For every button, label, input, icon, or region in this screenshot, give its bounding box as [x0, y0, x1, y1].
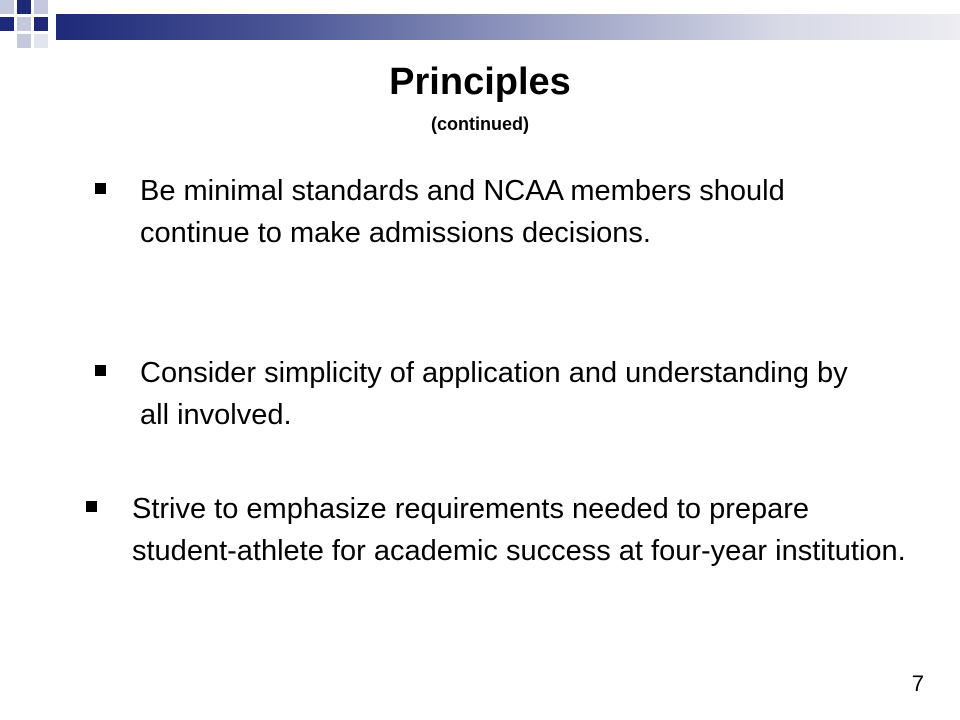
page-number: 7	[911, 671, 924, 696]
decor-square	[34, 17, 48, 31]
square-bullet-icon	[95, 365, 106, 376]
square-bullet-icon	[95, 183, 106, 194]
bullet-item	[86, 488, 916, 572]
decor-square	[0, 0, 14, 14]
bullet-text: Strive to emphasize requirements needed to prepare student-athlete for academic success at four-year institution.	[132, 493, 906, 567]
slide-title: Principles	[389, 61, 571, 103]
checkered-squares-icon	[0, 0, 50, 50]
decor-square	[17, 17, 31, 31]
bullet-text: Be minimal standards and NCAA members should continue to make admissions decisions.	[140, 175, 785, 249]
bullet-item	[95, 170, 875, 254]
square-bullet-icon	[86, 501, 97, 512]
bullet-text: Consider simplicity of application and understanding by all involved.	[140, 357, 848, 431]
slide-subtitle: (continued)	[431, 114, 529, 134]
decor-square	[17, 34, 31, 48]
decor-square	[34, 34, 48, 48]
bullet-item	[95, 352, 875, 436]
decor-square	[0, 17, 14, 31]
decor-square	[34, 0, 48, 14]
decor-square	[17, 0, 31, 14]
header-gradient-bar	[56, 14, 960, 40]
